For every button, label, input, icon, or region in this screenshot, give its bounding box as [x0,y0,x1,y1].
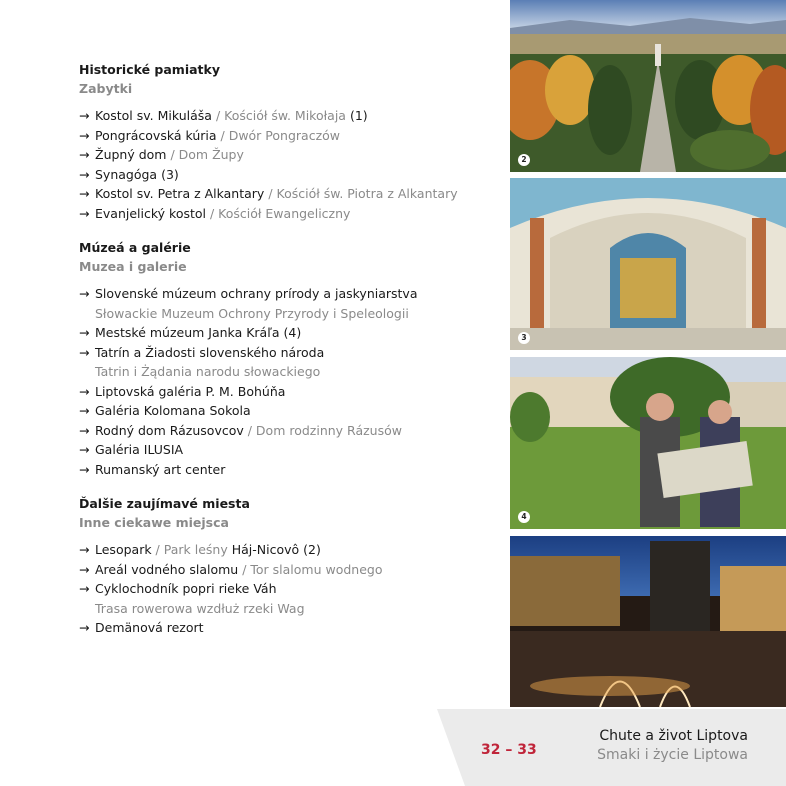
list-item: → Kostol sv. Petra z Alkantary / Kościół św. Piotra z Alkantary [79,184,499,204]
arrow-right-icon: → [79,403,90,418]
arrow-right-icon: → [79,108,90,123]
arrow-right-icon: → [79,147,90,162]
list-item: → Areál vodného slalomu / Tor slalomu wodnego [79,560,499,580]
list-item: → Liptovská galéria P. M. Bohúňa [79,382,499,402]
arrow-right-icon: → [79,422,90,438]
arrow-right-icon: → [79,620,90,635]
page-numbers: 32 – 33 [481,742,537,758]
arrow-right-icon: → [79,461,90,477]
arrow-right-icon: → [79,561,90,577]
list-item: → Lesopark / Park leśny Háj-Nicovô (2) [79,540,499,560]
photo-synagogue [510,178,786,350]
publication-title: Chute a život Liptova [599,728,748,744]
arrow-right-icon: → [79,344,90,360]
list-item: → Cyklochodník popri rieke Váh Trasa rowerowa wzdłuż rzeki Wag [79,581,305,616]
publication-subtitle: Smaki i życie Liptowa [597,747,748,763]
arrow-right-icon: → [79,581,90,596]
list-item: → Galéria Kolomana Sokola [79,401,499,421]
list-item: → Evanjelický kostol / Kościół Ewangeliczny [79,204,499,224]
section-title: Historické pamiatky [79,62,220,77]
photo-number-badge: 2 [518,154,530,166]
list-item: → Pongrácovská kúria / Dwór Pongraczów [79,126,499,146]
list-item: → Slovenské múzeum ochrany prírody a jaskyniarstva Słowackie Muzeum Ochrony Przyrody i Speleologii [79,286,418,321]
list-item: → Galéria ILUSIA [79,440,499,460]
list-item: → Rumanský art center [79,460,499,480]
section-subtitle: Muzea i galerie [79,259,187,274]
list-item: → Tatrín a Žiadosti slovenského národa Tatrin i Żądania narodu słowackiego [79,344,325,379]
list-item: → Demänová rezort [79,618,499,638]
list-item: → Synagóga (3) [79,165,499,185]
section-subtitle: Zabytki [79,81,133,96]
section-other-places [79,494,499,638]
arrow-right-icon: → [79,127,90,143]
list-item: → Rodný dom Rázusovcov / Dom rodzinny Rázusów [79,421,499,441]
photo-number-badge: 4 [518,511,530,523]
list-item: → Župný dom / Dom Župy [79,145,499,165]
arrow-right-icon: → [79,205,90,221]
content-column [79,60,499,653]
section-historic [79,60,499,223]
section-title: Múzeá a galérie [79,240,191,255]
list-item: → Mestské múzeum Janka Kráľa (4) [79,323,499,343]
arrow-right-icon: → [79,442,90,457]
arrow-right-icon: → [79,186,90,201]
arrow-right-icon: → [79,542,90,557]
section-title: Ďalšie zaujímavé miesta [79,496,250,511]
arrow-right-icon: → [79,286,90,301]
arrow-right-icon: → [79,383,90,399]
arrow-right-icon: → [79,166,90,182]
list-item: → Kostol sv. Mikuláša / Kościół św. Mikołaja (1) [79,106,499,126]
photo-night-square [510,536,786,707]
section-museums [79,238,499,479]
arrow-right-icon: → [79,325,90,340]
photo-number-badge: 3 [518,332,530,344]
photo-family-map [510,357,786,529]
section-subtitle: Inne ciekawe miejsca [79,515,229,530]
photo-park-avenue [510,0,786,172]
